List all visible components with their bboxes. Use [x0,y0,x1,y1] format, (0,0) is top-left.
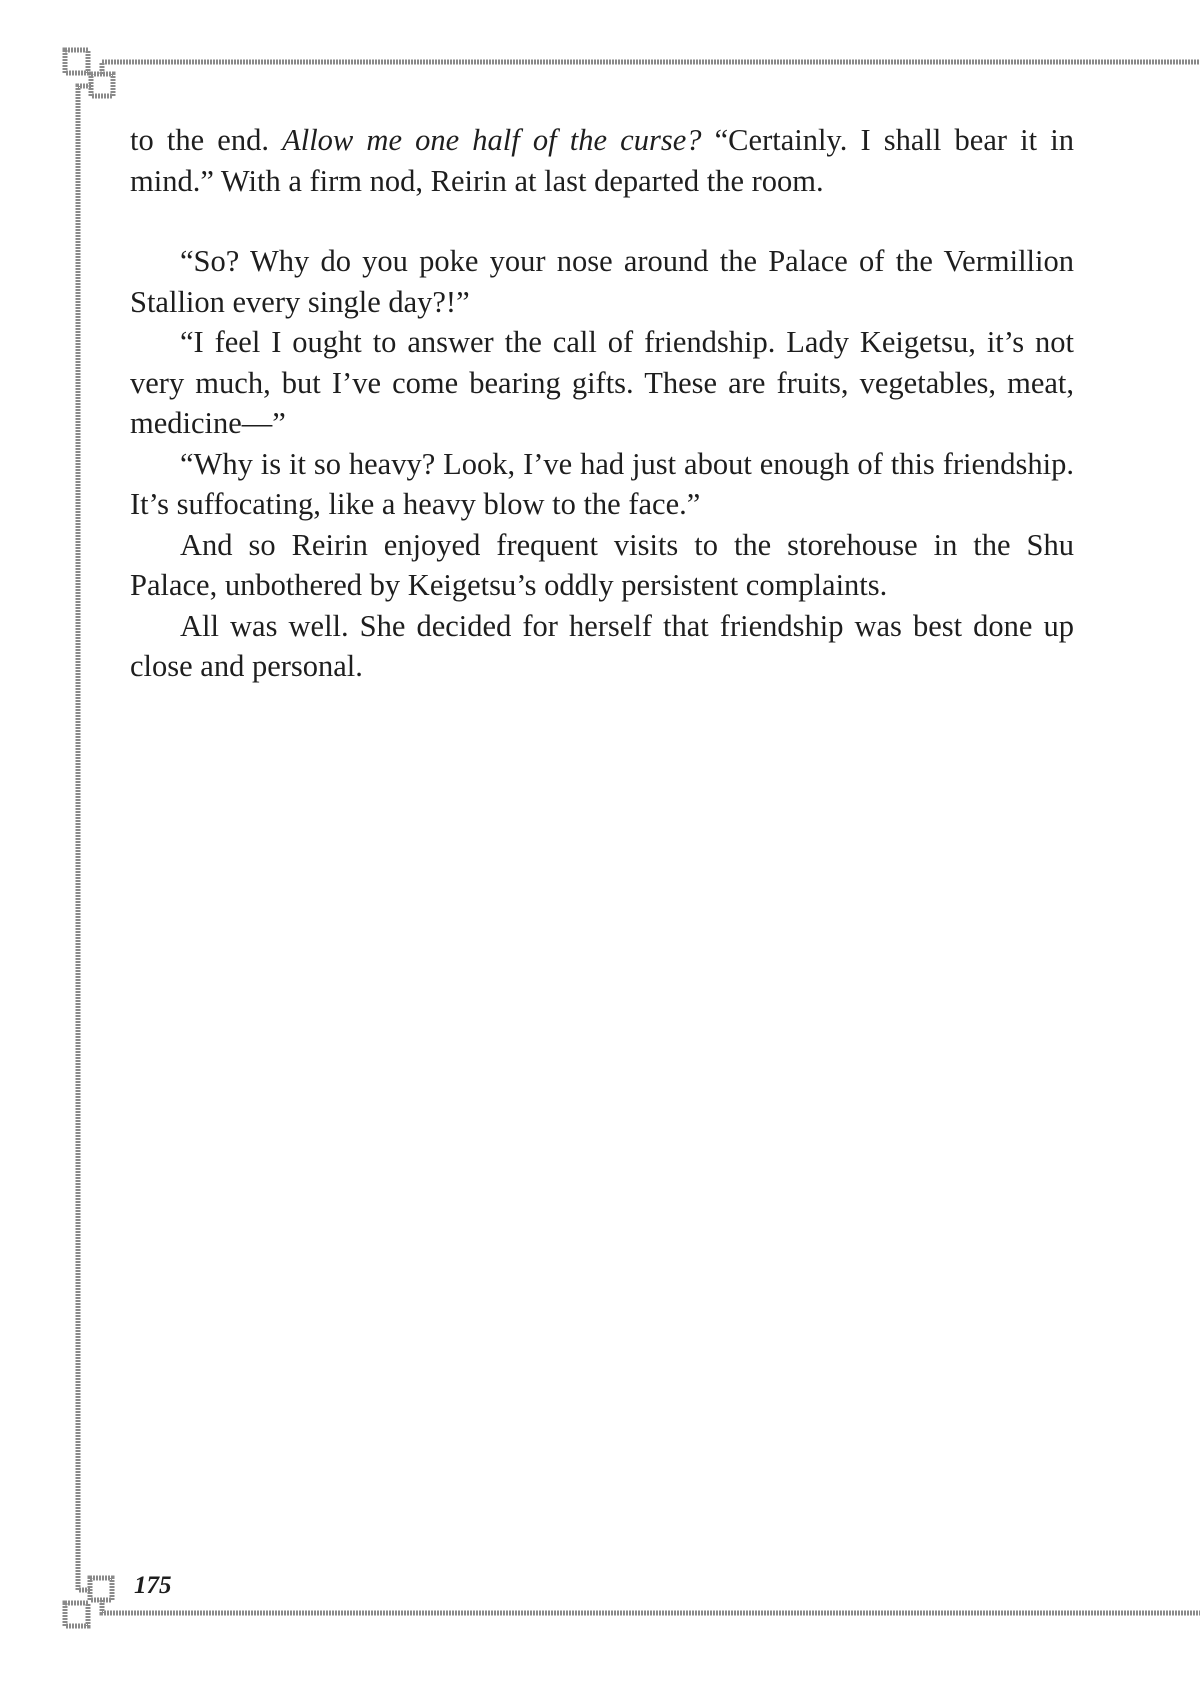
section-gap [130,201,1074,241]
body-text [130,120,1074,687]
paragraph [130,120,1074,201]
paragraph: And so Reirin enjoyed frequent visits to the storehouse in the Shu Palace, unbothered by Keigetsu’s oddly persistent complaints. [130,527,1074,602]
page-number: 175 [134,1572,172,1599]
paragraph: All was well. She decided for herself that friendship was best done up close and personal. [130,608,1074,683]
italic-text-run: Allow me one half of the curse? [282,123,702,157]
text-run: to the end. [130,123,283,157]
paragraph: “I feel I ought to answer the call of friendship. Lady Keigetsu, it’s not very much, but I’ve come bearing gifts. These are fruits, vegetables, meat, medicine—” [130,325,1074,440]
paragraph: “Why is it so heavy? Look, I’ve had just about enough of this friendship. It’s suffocating, like a heavy blow to the face.” [130,446,1074,521]
text-run: “Certainly. I shall bear it in mind.” With a firm nod, Reirin at last departed the room. [130,123,1074,198]
paragraph: “So? Why do you poke your nose around the Palace of the Vermillion Stallion every single day?!” [130,244,1074,319]
